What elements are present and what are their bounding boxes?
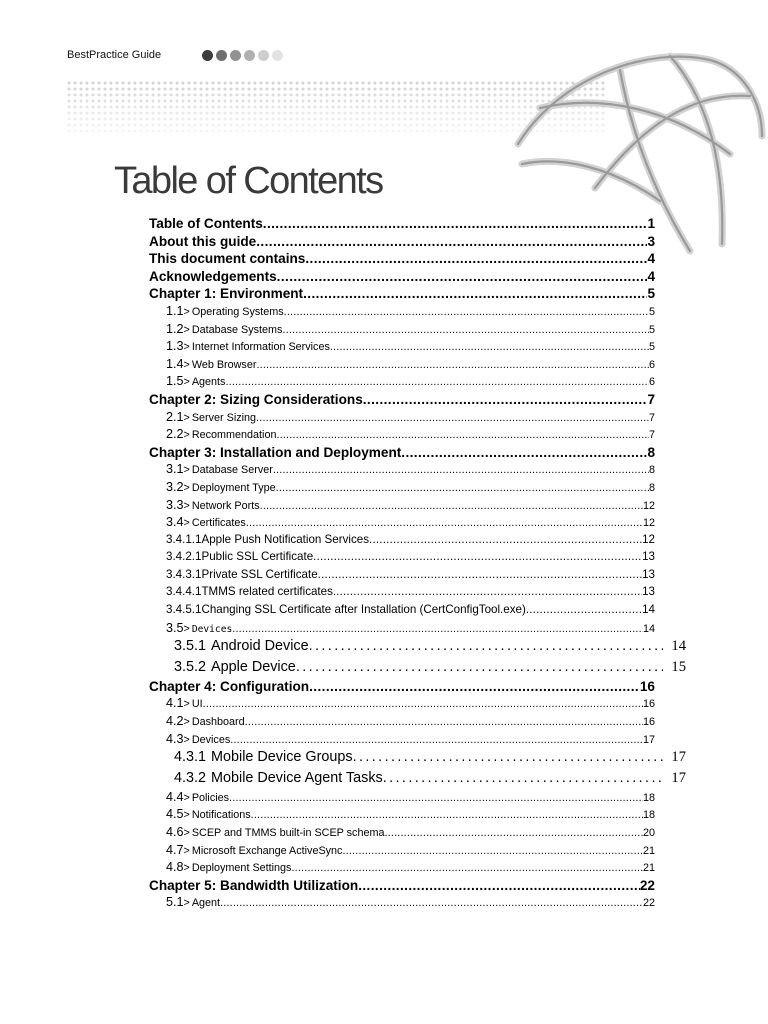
toc-entry-label: Server Sizing [191,411,257,424]
toc-entry-label: Devices [191,623,233,635]
toc-entry[interactable] [166,843,655,861]
toc-entry[interactable] [166,322,655,340]
toc-dot-leader [305,251,647,266]
progress-dot [230,50,241,61]
toc-entry-number: 5.1 [166,895,184,910]
toc-dot-leader [282,324,649,336]
toc-dot-leader [251,809,643,821]
toc-entry-page: 13 [642,585,655,599]
toc-entry-number: 4.3.2 [174,769,207,786]
progress-dots [202,50,286,63]
toc-dot-leader [401,445,647,460]
toc-entry-number: 3.5.1 [174,638,207,655]
toc-entry[interactable] [166,498,655,516]
toc-entry-label: Mobile Device Agent Tasks [211,769,383,786]
toc-entry[interactable] [166,304,655,322]
running-header-label: BestPractice Guide [67,49,162,61]
toc-dot-leader [225,376,649,388]
toc-entry-page: 12 [642,499,655,512]
toc-entry-label: Table of Contents [149,216,263,231]
toc-dot-leader [276,429,649,441]
toc-entry-page: 7 [648,411,655,424]
toc-dot-leader [336,585,642,598]
progress-dot [272,50,283,61]
toc-entry[interactable] [166,480,655,498]
toc-entry-number: 3.4.3.1 [166,567,202,581]
toc-entry-page: 20 [642,827,655,839]
toc-entry-label: Private SSL Certificate [201,567,318,581]
toc-entry-marker: > [183,862,190,875]
toc-entry-page: 8 [647,444,655,460]
toc-entry[interactable] [166,357,655,375]
toc-entry-marker: > [183,791,190,804]
toc-entry-page: 16 [642,698,655,711]
toc-entry-marker: > [183,464,190,477]
toc-entry-page: 5 [648,341,655,354]
toc-entry-page: 12 [642,532,655,546]
toc-entry-page: 16 [639,678,655,694]
page-title: Table of Contents [114,160,383,202]
toc-entry[interactable] [166,714,655,732]
toc-entry-marker: > [183,323,190,336]
toc-dot-leader [384,827,643,839]
toc-entry-number: 3.5 [166,620,184,635]
toc-entry-number: 4.3 [166,731,184,746]
toc-dot-leader [232,623,643,635]
toc-entry-page: 3 [647,233,655,249]
toc-entry-marker: > [183,698,190,711]
toc-entry[interactable] [149,445,655,463]
toc-entry-label: Apple Device [211,658,296,675]
toc-entry-number: 3.3 [166,497,184,512]
toc-entry[interactable] [149,878,655,896]
toc-entry-label: Database Systems [191,323,283,336]
toc-entry-page: 5 [647,286,655,302]
toc-entry-page: 17 [671,769,686,786]
toc-dot-leader [263,216,648,231]
toc-entry-label: Changing SSL Certificate after Installation (CertConfigTool.exe) [201,603,526,617]
toc-entry[interactable] [166,790,655,808]
toc-dot-leader [296,659,664,675]
toc-entry-label: Internet Information Services [191,341,330,354]
toc-dot-leader [260,500,643,512]
toc-entry[interactable] [166,427,655,445]
toc-entry[interactable] [174,770,686,790]
toc-entry[interactable] [149,251,655,269]
toc-entry-page: 14 [671,638,686,655]
toc-entry-marker: > [183,481,190,494]
toc-entry-number: 3.4 [166,515,184,530]
toc-entry[interactable] [166,339,655,357]
toc-entry-page: 22 [642,897,655,910]
toc-entry-marker: > [183,429,190,442]
toc-entry-number: 3.4.2.1 [166,550,202,564]
toc-entry-label: Microsoft Exchange ActiveSync [191,844,343,857]
toc-entry-label: UI [191,698,203,711]
toc-entry-label: Web Browser [191,358,257,371]
toc-entry[interactable] [149,216,655,234]
toc-entry-label: Chapter 3: Installation and Deployment [149,444,402,460]
toc-dot-leader [256,412,649,424]
toc-entry[interactable] [149,234,655,252]
toc-dot-leader [229,792,643,804]
toc-dot-leader [273,464,649,476]
toc-entry-page: 7 [648,429,655,442]
toc-entry-label: Public SSL Certificate [201,550,314,564]
toc-entry[interactable] [149,392,655,410]
toc-entry-label: Dashboard [191,716,245,729]
toc-dot-leader [303,286,647,301]
toc-dot-leader [313,550,642,563]
toc-entry-page: 18 [642,809,655,822]
toc-entry-marker: > [183,305,190,318]
toc-entry-page: 13 [642,567,655,581]
toc-dot-leader [342,845,643,857]
toc-entry-marker: > [183,809,190,822]
toc-dot-leader [284,306,649,318]
toc-entry-number: 4.4 [166,789,184,804]
table-of-contents [149,216,686,913]
toc-entry[interactable] [166,621,655,639]
toc-entry-marker: > [183,341,190,354]
toc-entry-marker: > [183,733,190,746]
toc-entry-label: Devices [191,733,231,746]
toc-entry-number: 3.2 [166,479,184,494]
toc-entry[interactable] [166,410,655,428]
toc-entry-label: Network Ports [191,499,260,512]
progress-dot [258,50,269,61]
toc-entry[interactable] [166,462,655,480]
toc-entry-number: 3.4.5.1 [166,603,202,617]
toc-entry-marker: > [183,622,190,635]
toc-dot-leader [220,897,643,909]
toc-entry-label: Policies [191,791,230,804]
toc-entry-label: Apple Push Notification Services [201,532,370,546]
toc-entry-number: 1.2 [166,321,184,336]
toc-entry[interactable] [166,515,655,533]
toc-entry[interactable] [149,286,655,304]
toc-entry-number: 1.5 [166,374,184,389]
toc-entry[interactable] [174,749,686,769]
toc-dot-leader [246,517,643,529]
toc-entry-label: TMMS related certificates. [201,585,337,599]
toc-entry-label: Android Device [211,638,309,655]
toc-entry[interactable] [166,825,655,843]
toc-entry-label: Chapter 2: Sizing Considerations [149,391,363,407]
toc-entry[interactable] [166,533,655,551]
toc-entry-page: 14 [642,622,655,635]
toc-entry[interactable] [149,679,655,697]
toc-entry-page: 6 [648,376,655,389]
toc-entry-marker: > [183,844,190,857]
toc-entry-page: 22 [639,877,655,893]
toc-entry-page: 17 [642,733,655,746]
toc-entry-page: 7 [647,391,655,407]
toc-entry-page: 15 [671,658,686,675]
toc-entry[interactable] [166,550,655,568]
toc-entry-label: Deployment Settings [191,862,292,875]
toc-dot-leader [309,638,664,654]
toc-entry-label: Database Server [191,464,273,477]
toc-entry-page: 5 [648,305,655,318]
toc-entry-marker: > [183,716,190,729]
progress-dot [244,50,255,61]
toc-entry-number: 4.3.1 [174,749,207,766]
toc-entry-number: 4.1 [166,696,184,711]
toc-entry-page: 1 [647,216,655,231]
toc-entry[interactable] [166,568,655,586]
toc-entry-label: About this guide [149,233,257,249]
toc-entry[interactable] [166,895,655,913]
toc-entry-marker: > [183,827,190,839]
progress-dot [216,50,227,61]
toc-dot-leader [230,734,643,746]
toc-dot-leader [245,716,643,728]
toc-dot-leader [277,269,648,284]
toc-entry-label: Certificates [191,517,246,530]
toc-entry-page: 4 [647,268,655,284]
toc-entry-marker: > [183,517,190,530]
toc-entry-number: 4.7 [166,842,184,857]
toc-entry-label: Recommendation [191,429,277,442]
progress-dot [202,50,213,61]
toc-entry-number: 4.5 [166,807,184,822]
toc-entry-label: SCEP and TMMS built-in SCEP schema [191,827,385,839]
toc-entry-number: 4.2 [166,714,184,729]
toc-entry-number: 4.6 [166,825,184,839]
toc-entry-page: 12 [642,517,655,530]
toc-entry-number: 1.3 [166,339,184,354]
toc-entry-page: 21 [642,862,655,875]
toc-entry-label: Operating Systems [191,305,284,318]
toc-entry-page: 14 [642,603,655,617]
toc-entry-number: 2.2 [166,427,184,442]
toc-dot-leader [256,359,649,371]
toc-dot-leader [318,568,642,581]
toc-entry-page: 18 [642,791,655,804]
toc-dot-leader [383,770,664,786]
toc-entry[interactable] [166,603,655,621]
toc-entry-number: 3.1 [166,462,184,477]
toc-entry-label: Chapter 5: Bandwidth Utilization [149,877,359,893]
toc-dot-leader [353,749,664,765]
toc-dot-leader [369,533,642,546]
toc-dot-leader [256,234,647,249]
toc-entry[interactable] [166,807,655,825]
toc-entry-number: 1.1 [166,303,184,318]
toc-entry-page: 5 [648,323,655,336]
toc-entry[interactable] [166,696,655,714]
toc-dot-leader [330,341,649,353]
toc-entry[interactable] [166,860,655,878]
toc-dot-leader [526,603,642,616]
toc-entry-label: Mobile Device Groups [211,749,353,766]
toc-entry-number: 3.5.2 [174,658,207,675]
toc-entry-marker: > [183,499,190,512]
toc-entry-number: 4.8 [166,860,184,875]
toc-entry-page: 4 [647,251,655,267]
toc-entry-number: 3.4.4.1 [166,585,202,599]
toc-dot-leader [276,482,649,494]
toc-entry[interactable] [166,374,655,392]
toc-entry-number: 2.1 [166,409,184,424]
toc-entry-label: This document contains [149,251,306,267]
toc-entry-marker: > [183,376,190,389]
toc-dot-leader [363,392,648,407]
toc-dot-leader [291,862,643,874]
toc-entry-marker: > [183,411,190,424]
toc-entry-page: 6 [648,358,655,371]
toc-entry-marker: > [183,897,190,910]
toc-entry-number: 3.4.1.1 [166,532,202,546]
toc-dot-leader [203,698,643,710]
toc-entry-label: Agent [191,897,221,910]
toc-entry-page: 21 [642,844,655,857]
toc-entry[interactable] [166,732,655,750]
toc-entry-page: 17 [671,749,686,766]
toc-entry-number: 1.4 [166,356,184,371]
toc-entry-page: 13 [642,550,655,564]
toc-entry-label: Deployment Type [191,481,276,494]
toc-entry-label: Acknowledgements [149,268,277,284]
toc-entry-label: Chapter 4: Configuration [149,678,310,694]
toc-entry-label: Chapter 1: Environment [149,286,304,302]
toc-entry-page: 16 [642,716,655,729]
toc-entry-label: Agents [191,376,226,389]
toc-entry-page: 8 [648,481,655,494]
toc-dot-leader [309,679,640,694]
toc-entry-label: Notifications [191,809,251,822]
toc-entry-marker: > [183,358,190,371]
toc-dot-leader [358,878,640,893]
toc-entry[interactable] [174,659,686,679]
toc-entry-page: 8 [648,464,655,477]
toc-entry[interactable] [149,269,655,287]
toc-entry[interactable] [174,638,686,658]
toc-entry[interactable] [166,585,655,603]
